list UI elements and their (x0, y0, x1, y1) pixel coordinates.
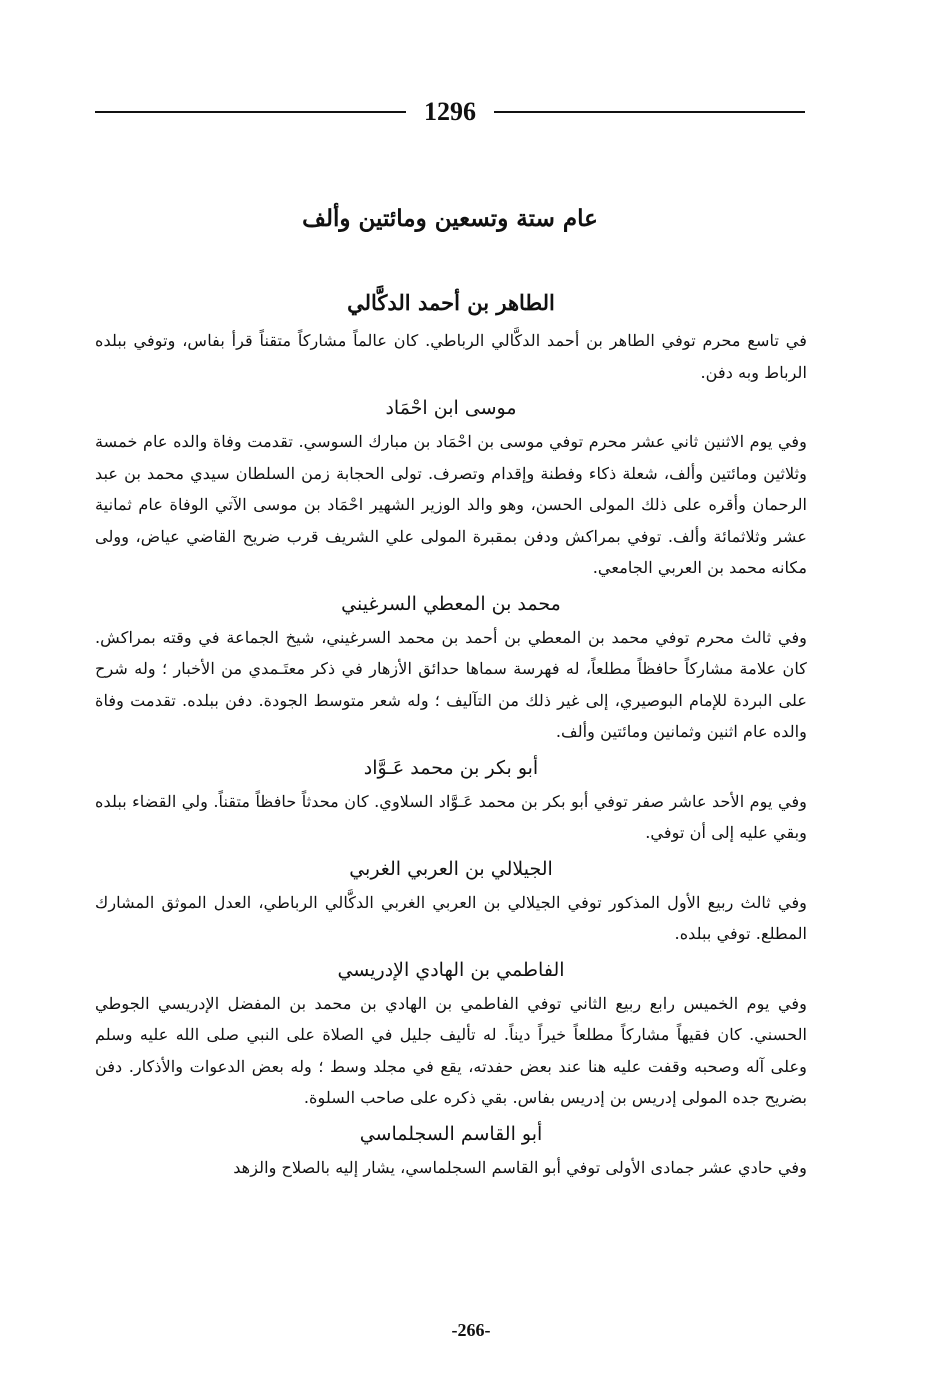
entry-text: في تاسع محرم توفي الطاهر بن أحمد الدكَّالي الرباطي. كان عالماً مشاركاً متقناً قرأ بفاس، وتوفي ببلده الرباط وبه دفن. (95, 331, 807, 382)
entries-list (95, 283, 807, 1185)
entry-text: وفي يوم الاثنين ثاني عشر محرم توفي موسى بن احْمَاد بن مبارك السوسي. تقدمت وفاة والده عام خمسة وثلاثين ومائتين وألف، شعلة ذكاء وفطنة وإقدام وتصرف. تولى الحجابة زمن السلطان سيدي محمد بن عبد الرحمان وأقره على ذلك المولى الحسن، وهو والد الوزير الشهير احْمَاد بن موسى الآتي الوفاة عام ثمانية عشر وثلاثمائة وألف. توفي بمراكش ودفن بمقبرة المولى علي الشريف قرب ضريح القاضي عياض، وولى مكانه محمد بن العربي الجامعي. (95, 432, 807, 577)
entry-title: الجيلالي بن العربي الغربي (349, 857, 553, 880)
entry-title: الطاهر بن أحمد الدكَّالي (347, 290, 555, 315)
entry-text: وفي حادي عشر جمادى الأولى توفي أبو القاسم السجلماسي، يشار إليه بالصلاح والزهد (233, 1157, 807, 1177)
entry (95, 392, 807, 584)
entry-title: أبو القاسم السجلماسي (359, 1122, 543, 1145)
page-number: -266- (451, 1320, 491, 1340)
entry (95, 752, 807, 849)
entry-title: الفاطمي بن الهادي الإدريسي (337, 958, 565, 981)
entry (95, 1118, 807, 1184)
year-number: 1296 (424, 97, 476, 126)
entry-text: وفي يوم الخميس رابع ربيع الثاني توفي الفاطمي بن الهادي بن محمد بن المفضل الإدريسي الجوطي الحسني. كان فقيهاً مشاركاً مطلعاً خيراً ديناً. له تأليف جليل في الصلاة على النبي صلى الله عليه وسلم وعلى آله وصحبه وقفت عليه هنا عند بعض حفدته، يقع في مجلد وسط ؛ وله بعض الدعوات والأذكار. دفن بضريح جده المولى إدريس بن إدريس بفاس. بقي ذكره على صاحب السلوة. (95, 993, 807, 1107)
entry-text: وفي ثالث محرم توفي محمد بن المعطي بن أحمد بن محمد السرغيني، شيخ الجماعة في وقته بمراكش. كان علامة مشاركاً حافظاً مطلعاً، له فهرسة سماها حدائق الأزهار في ذكر معتَـمدي من الأخبار ؛ وله شرح على البردة للإمام البوصيري، إلى غير ذلك من التآليف ؛ وله شعر متوسط الجودة. دفن ببلده. تقدمت وفاة والده عام اثنين وثمانين ومائتين وألف. (95, 627, 807, 741)
entry (95, 853, 807, 950)
entry-title: موسى ابن احْمَاد (385, 397, 517, 419)
entry (95, 287, 807, 388)
section-title: عام ستة وتسعين ومائتين وألف (302, 205, 598, 232)
entry (95, 954, 807, 1114)
entry-title: أبو بكر بن محمد عَـوَّاد (363, 756, 539, 779)
header-rule-right (494, 111, 805, 113)
entry (95, 588, 807, 748)
page-header (95, 92, 805, 132)
entry-text: وفي ثالث ربيع الأول المذكور توفي الجيلالي بن العربي الغربي الدكَّالي الرباطي، العدل الموثق المشارك المطلع. توفي ببلده. (95, 892, 807, 943)
entry-text: وفي يوم الأحد عاشر صفر توفي أبو بكر بن محمد عَـوَّاد السلاوي. كان محدثاً حافظاً متقناً. ولي القضاء ببلده وبقي عليه إلى أن توفي. (95, 791, 807, 842)
entry-title: محمد بن المعطي السرغيني (341, 592, 561, 615)
header-rule-left (95, 111, 406, 113)
